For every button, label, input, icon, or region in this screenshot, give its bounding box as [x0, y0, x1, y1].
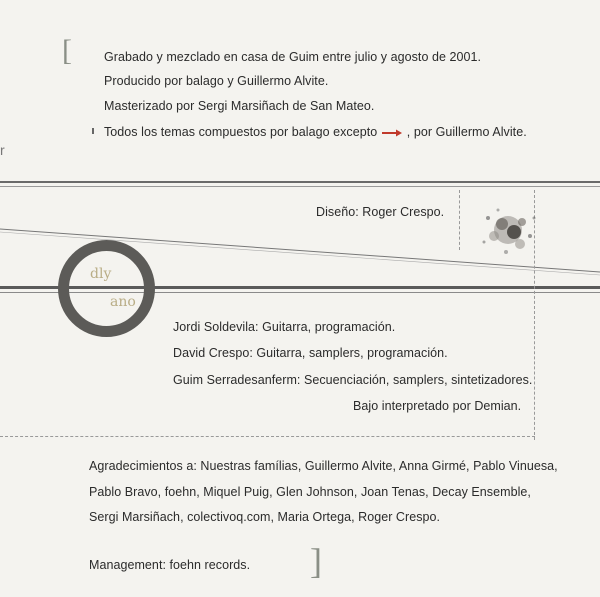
frame-vertical-design: [459, 190, 460, 250]
credit-producer: Producido por balago y Guillermo Alvite.: [104, 74, 329, 88]
record-ring-icon: [58, 240, 155, 337]
right-bracket: ]: [310, 541, 322, 581]
frame-horizontal-bottom: [0, 436, 535, 437]
credit-mastering: Masterizado por Sergi Marsiñach de San Mateo.: [104, 99, 375, 113]
edge-mark: r: [0, 142, 5, 158]
left-bracket: [: [62, 34, 72, 67]
ink-splatter-icon: [472, 196, 542, 266]
logo-text-top: dly: [90, 266, 112, 282]
musician-2: David Crespo: Guitarra, samplers, programación.: [173, 346, 448, 360]
thanks-line-2: Pablo Bravo, foehn, Miquel Puig, Glen Johnson, Joan Tenas, Decay Ensemble,: [89, 485, 531, 499]
composition-suffix: , por Guillermo Alvite.: [406, 125, 527, 139]
thanks-line-1: Agradecimientos a: Nuestras famílias, Guillermo Alvite, Anna Girmé, Pablo Vinuesa,: [89, 459, 558, 473]
management-credit: Management: foehn records.: [89, 558, 251, 572]
musician-3: Guim Serradesanferm: Secuenciación, samplers, sintetizadores.: [173, 373, 533, 387]
credit-recording: Grabado y mezclado en casa de Guim entre julio y agosto de 2001.: [104, 50, 482, 64]
logo-text-bottom: ano: [110, 294, 136, 310]
musician-4: Bajo interpretado por Demian.: [353, 399, 522, 413]
credit-design: Diseño: Roger Crespo.: [316, 205, 445, 219]
musician-1: Jordi Soldevila: Guitarra, programación.: [173, 320, 396, 334]
thanks-line-3: Sergi Marsiñach, colectivoq.com, Maria Ortega, Roger Crespo.: [89, 510, 441, 524]
composition-prefix: Todos los temas compuestos por balago excepto: [104, 125, 378, 139]
